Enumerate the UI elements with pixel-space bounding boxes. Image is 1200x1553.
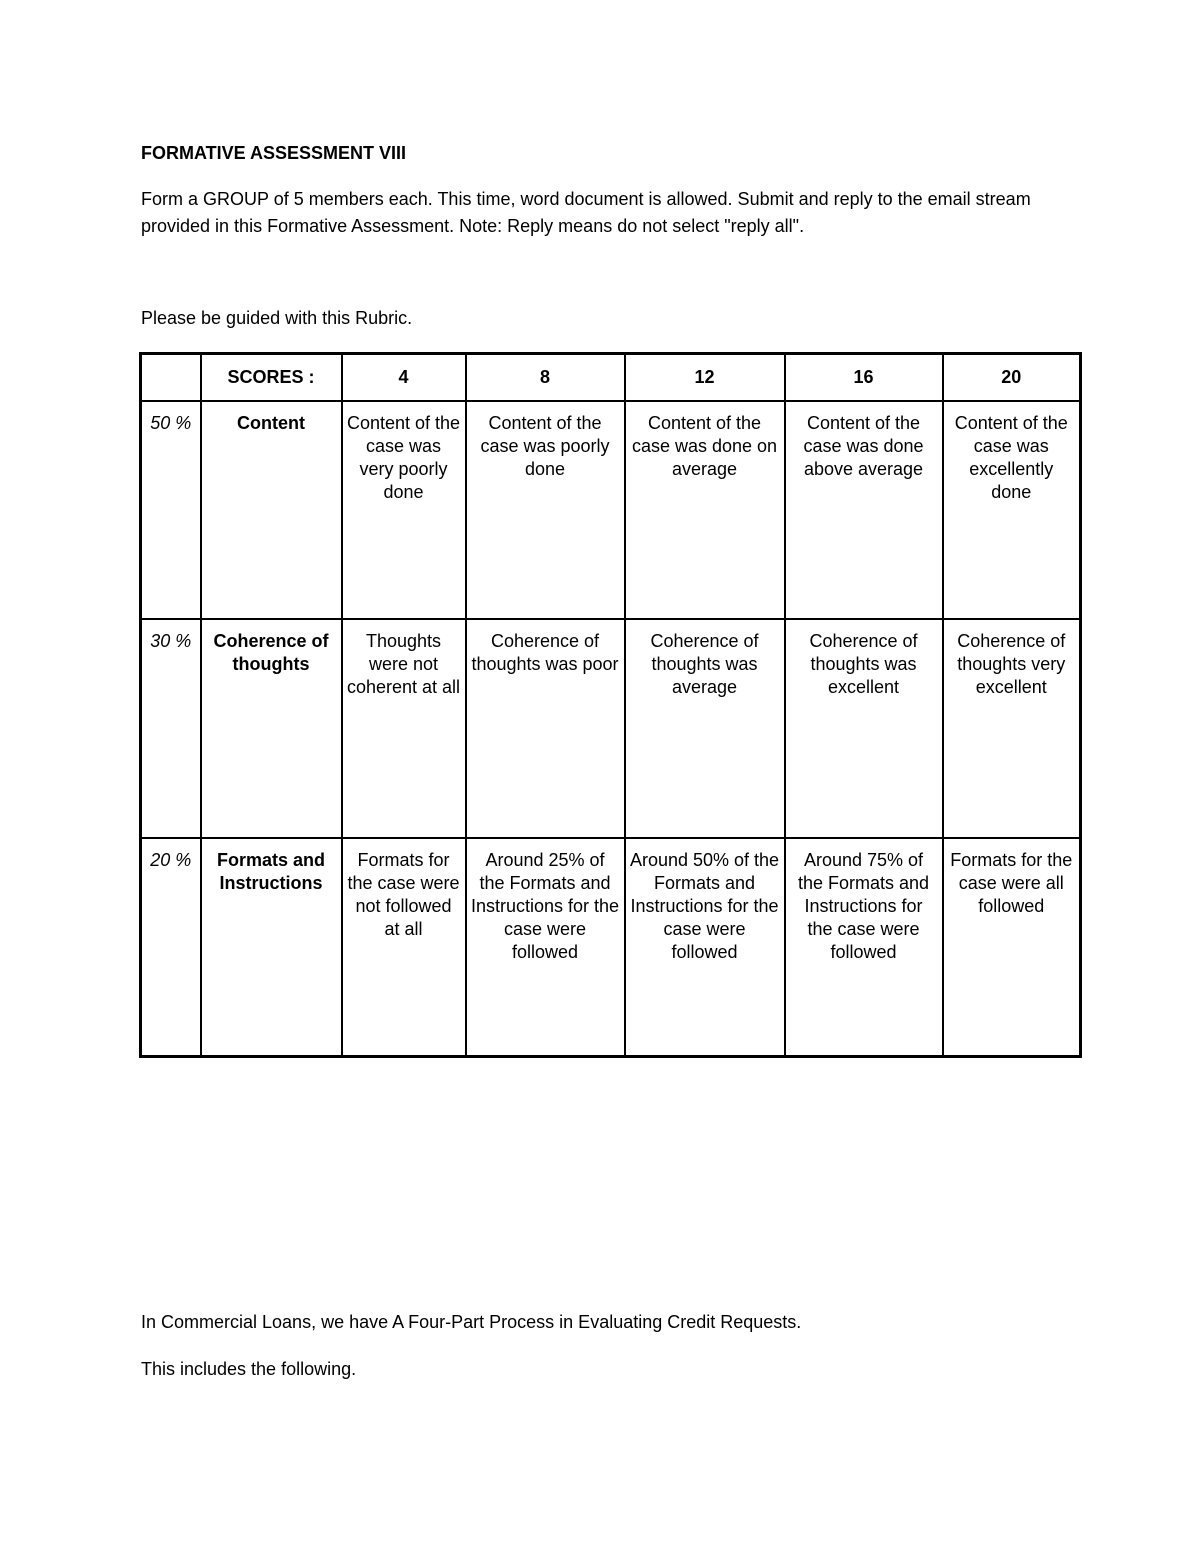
header-cell-score-12: 12	[625, 354, 785, 401]
descriptor-cell: Content of the case was excellently done	[943, 401, 1081, 619]
descriptor-cell: Content of the case was done on average	[625, 401, 785, 619]
rubric-table	[139, 352, 1082, 1058]
descriptor-cell: Content of the case was poorly done	[466, 401, 625, 619]
descriptor-cell: Around 25% of the Formats and Instructions for the case were followed	[466, 838, 625, 1057]
descriptor-cell: Thoughts were not coherent at all	[342, 619, 466, 837]
descriptor-cell: Formats for the case were all followed	[943, 838, 1081, 1057]
criterion-cell: Content	[201, 401, 342, 619]
header-cell-scores: SCORES :	[201, 354, 342, 401]
descriptor-cell: Coherence of thoughts was poor	[466, 619, 625, 837]
rubric-header-row	[141, 354, 1081, 401]
criterion-cell: Formats and Instructions	[201, 838, 342, 1057]
instructions-paragraph: Form a GROUP of 5 members each. This time, word document is allowed. Submit and reply to the email stream provided in this Formative Assessment. Note: Reply means do not select "reply all".	[141, 189, 1031, 236]
weight-cell: 50 %	[141, 401, 201, 619]
rubric-intro: Please be guided with this Rubric.	[141, 308, 413, 328]
descriptor-cell: Coherence of thoughts was excellent	[785, 619, 943, 837]
descriptor-cell: Formats for the case were not followed at all	[342, 838, 466, 1057]
header-cell-score-20: 20	[943, 354, 1081, 401]
weight-cell: 30 %	[141, 619, 201, 837]
rubric-row-content	[141, 401, 1081, 619]
descriptor-cell: Around 50% of the Formats and Instructions for the case were followed	[625, 838, 785, 1057]
header-cell-blank	[141, 354, 201, 401]
descriptor-cell: Content of the case was done above average	[785, 401, 943, 619]
weight-cell: 20 %	[141, 838, 201, 1057]
criterion-cell: Coherence of thoughts	[201, 619, 342, 837]
header-cell-score-16: 16	[785, 354, 943, 401]
descriptor-cell: Around 75% of the Formats and Instructions for the case were followed	[785, 838, 943, 1057]
rubric-row-coherence	[141, 619, 1081, 837]
header-cell-score-4: 4	[342, 354, 466, 401]
commercial-loans-paragraph: In Commercial Loans, we have A Four-Part Process in Evaluating Credit Requests.	[141, 1312, 802, 1332]
document-title: FORMATIVE ASSESSMENT VIII	[141, 143, 407, 163]
descriptor-cell: Content of the case was very poorly done	[342, 401, 466, 619]
rubric-row-formats	[141, 838, 1081, 1057]
includes-paragraph: This includes the following.	[141, 1359, 357, 1379]
header-cell-score-8: 8	[466, 354, 625, 401]
descriptor-cell: Coherence of thoughts very excellent	[943, 619, 1081, 837]
descriptor-cell: Coherence of thoughts was average	[625, 619, 785, 837]
